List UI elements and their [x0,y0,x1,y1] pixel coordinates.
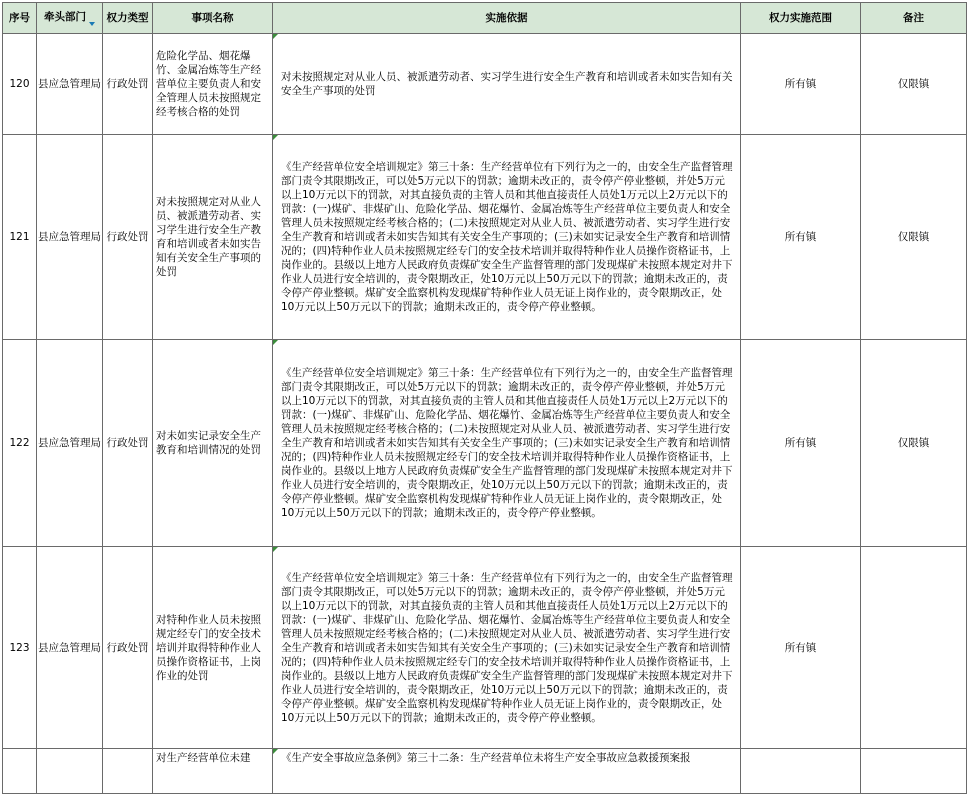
cell-scope[interactable] [741,749,861,794]
cell-basis[interactable]: 《生产安全事故应急条例》第三十二条：生产经营单位未将生产安全事故应急救援预案报 [273,749,741,794]
cell-power-type[interactable]: 行政处罚 [103,547,153,749]
cell-remark[interactable] [861,547,967,749]
cell-seq[interactable] [3,749,37,794]
cell-remark[interactable]: 仅限镇 [861,34,967,135]
table-row [3,547,967,749]
header-row [3,3,967,34]
cell-basis[interactable]: 对未按照规定对从业人员、被派遣劳动者、实习学生进行安全生产教育和培训或者未如实告知有关安全生产事项的处罚 [273,34,741,135]
cell-dept[interactable]: 县应急管理局 [37,34,103,135]
cell-remark[interactable]: 仅限镇 [861,340,967,547]
cell-dept[interactable]: 县应急管理局 [37,547,103,749]
col-header-basis[interactable]: 实施依据 [273,3,741,34]
cell-scope[interactable]: 所有镇 [741,340,861,547]
cell-dept[interactable] [37,749,103,794]
cell-seq[interactable]: 123 [3,547,37,749]
cell-scope[interactable]: 所有镇 [741,34,861,135]
table-row [3,749,967,794]
cell-remark[interactable]: 仅限镇 [861,135,967,340]
cell-power-type[interactable]: 行政处罚 [103,135,153,340]
col-header-power-type[interactable]: 权力类型 [103,3,153,34]
cell-seq[interactable]: 121 [3,135,37,340]
col-header-scope[interactable]: 权力实施范围 [741,3,861,34]
cell-item[interactable]: 对未按照规定对从业人员、被派遣劳动者、实习学生进行安全生产教育和培训或者未如实告知有关安全生产事项的处罚 [153,135,273,340]
table-row [3,340,967,547]
col-header-dept[interactable] [37,3,103,34]
col-header-remark[interactable]: 备注 [861,3,967,34]
cell-item[interactable]: 对未如实记录安全生产教育和培训情况的处罚 [153,340,273,547]
cell-basis[interactable]: 《生产经营单位安全培训规定》第三十条：生产经营单位有下列行为之一的，由安全生产监督管理部门责令其限期改正，可以处5万元以下的罚款；逾期未改正的，责令停产停业整顿，并处5万元以上10万元以下的罚款，对其直接负责的主管人员和其他直接责任人员处1万元以上2万元以下的罚款：(一)煤矿、非煤矿山、危险化学品、烟花爆竹、金属冶炼等生产经营单位主要负责人和安全管理人员未按照规定经考核合格的；(二)未按照规定对从业人员、被派遣劳动者、实习学生进行安全生产教育和培训或者未如实告知其有关安全生产事项的；(三)未如实记录安全生产教育和培训情况的；(四)特种作业人员未按照规定经专门的安全技术培训并取得特种作业人员操作资格证书，上岗作业的。县级以上地方人民政府负责煤矿安全生产监督管理的部门发现煤矿未按照本规定对井下作业人员进行安全培训的，责令限期改正，处10万元以上50万元以下的罚款；逾期未改正的，责令停产停业整顿。煤矿安全监察机构发现煤矿特种作业人员无证上岗作业的，责令限期改正，处10万元以上50万元以下的罚款；逾期未改正的，责令停产停业整顿。 [273,547,741,749]
cell-seq[interactable]: 120 [3,34,37,135]
cell-dept[interactable]: 县应急管理局 [37,135,103,340]
cell-item[interactable]: 对特种作业人员未按照规定经专门的安全技术培训并取得特种作业人员操作资格证书，上岗作业的处罚 [153,547,273,749]
cell-item[interactable]: 对生产经营单位未建 [153,749,273,794]
table-row [3,135,967,340]
cell-scope[interactable]: 所有镇 [741,547,861,749]
filter-dropdown-icon[interactable] [89,22,95,26]
col-header-dept-label: 牵头部门 [44,11,86,23]
power-list-table [2,2,967,794]
cell-scope[interactable]: 所有镇 [741,135,861,340]
cell-remark[interactable] [861,749,967,794]
cell-basis[interactable]: 《生产经营单位安全培训规定》第三十条：生产经营单位有下列行为之一的，由安全生产监督管理部门责令其限期改正，可以处5万元以下的罚款；逾期未改正的，责令停产停业整顿，并处5万元以上10万元以下的罚款，对其直接负责的主管人员和其他直接责任人员处1万元以上2万元以下的罚款：(一)煤矿、非煤矿山、危险化学品、烟花爆竹、金属冶炼等生产经营单位主要负责人和安全管理人员未按照规定经考核合格的；(二)未按照规定对从业人员、被派遣劳动者、实习学生进行安全生产教育和培训或者未如实告知其有关安全生产事项的；(三)未如实记录安全生产教育和培训情况的；(四)特种作业人员未按照规定经专门的安全技术培训并取得特种作业人员操作资格证书，上岗作业的。县级以上地方人民政府负责煤矿安全生产监督管理的部门发现煤矿未按照本规定对井下作业人员进行安全培训的，责令限期改正，处10万元以上50万元以下的罚款；逾期未改正的，责令停产停业整顿。煤矿安全监察机构发现煤矿特种作业人员无证上岗作业的，责令限期改正，处10万元以上50万元以下的罚款；逾期未改正的，责令停产停业整顿。 [273,340,741,547]
cell-dept[interactable]: 县应急管理局 [37,340,103,547]
cell-power-type[interactable] [103,749,153,794]
cell-basis[interactable]: 《生产经营单位安全培训规定》第三十条：生产经营单位有下列行为之一的，由安全生产监督管理部门责令其限期改正，可以处5万元以下的罚款；逾期未改正的，责令停产停业整顿，并处5万元以上10万元以下的罚款，对其直接负责的主管人员和其他直接责任人员处1万元以上2万元以下的罚款：(一)煤矿、非煤矿山、危险化学品、烟花爆竹、金属冶炼等生产经营单位主要负责人和安全管理人员未按照规定经考核合格的；(二)未按照规定对从业人员、被派遣劳动者、实习学生进行安全生产教育和培训或者未如实告知其有关安全生产事项的；(三)未如实记录安全生产教育和培训情况的；(四)特种作业人员未按照规定经专门的安全技术培训并取得特种作业人员操作资格证书，上岗作业的。县级以上地方人民政府负责煤矿安全生产监督管理的部门发现煤矿未按照本规定对井下作业人员进行安全培训的，责令限期改正，处10万元以上50万元以下的罚款；逾期未改正的，责令停产停业整顿。煤矿安全监察机构发现煤矿特种作业人员无证上岗作业的，责令限期改正，处10万元以上50万元以下的罚款；逾期未改正的，责令停产停业整顿。 [273,135,741,340]
table-row [3,34,967,135]
col-header-item[interactable]: 事项名称 [153,3,273,34]
cell-seq[interactable]: 122 [3,340,37,547]
cell-power-type[interactable]: 行政处罚 [103,34,153,135]
cell-item[interactable]: 危险化学品、烟花爆竹、金属冶炼等生产经营单位主要负责人和安全管理人员未按照规定经考核合格的处罚 [153,34,273,135]
cell-power-type[interactable]: 行政处罚 [103,340,153,547]
col-header-seq[interactable]: 序号 [3,3,37,34]
